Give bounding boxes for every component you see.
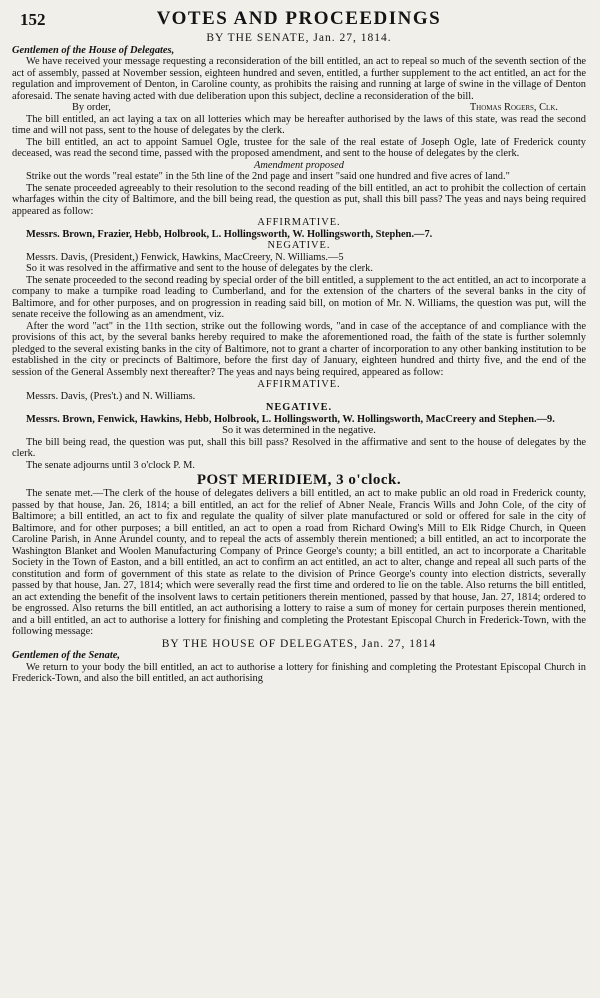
paragraph-strike-out: After the word "act" in the 11th section, strike out the following words, "and in case of the acceptance of and compliance with the provisions of this act, by the several banks hereby required to make the aforementioned road, the faith of the state is further solemnly pledged to the several existing banks in the city of Baltimore, not to grant a charter of incorporation to any other banking institution to be established in the city or precincts of Baltimore, before the first day of January, eighteen hundred and thirty five, and the end of the session of the General Assembly next thereafter? The yeas and nays being required, appeared as follow: <box>12 320 586 378</box>
vote2-affirmative: Messrs. Davis, (Pres't.) and N. Williams. <box>26 390 196 402</box>
vote1-affirmative: Messrs. Brown, Frazier, Hebb, Holbrook, L. Hollingsworth, W. Hollingsworth, Stephen.—7. <box>26 228 433 240</box>
running-head <box>12 6 586 32</box>
paragraph-adjourns: The senate adjourns until 3 o'clock P. M. <box>26 459 195 471</box>
paragraph-ogle-trustee: The bill entitled, an act to appoint Samuel Ogle, trustee for the sale of the real estate of Joseph Ogle, late of Frederick county deceased, was read the second time, passed with the proposed amendment, and sent to the house of delegates by the clerk. <box>12 136 586 159</box>
post-meridiem-heading: POST MERIDIEM, 3 o'clock. <box>196 472 402 488</box>
vote1-affirmative-label: AFFIRMATIVE. <box>257 217 341 228</box>
house-message-text: We return to your body the bill entitled, an act to authorise a lottery for finishing and completing the Protestant Episcopal Church in Frederick-Town, and also the bill entitled, an act authorising <box>12 661 586 684</box>
senate-message-salutation: Gentlemen of the House of Delegates, <box>12 44 175 56</box>
senate-message-text: We have received your message requesting a reconsideration of the bill entitled, an act to repeal so much of the seventh section of the act of assembly, passed at November session, eighteen hundred and seven, entitled, a further supplement to the act entitled, an act for the regulation and improvement of Denton, in Caroline county, as prohibits the raising and running at large of swine in the village of Denton aforesaid. The senate having acted with due deliberation upon this subject, decline a reconsideration of the bill. <box>12 56 586 102</box>
vote2-affirmative-label: AFFIRMATIVE. <box>257 379 341 390</box>
vote1-result: So it was resolved in the affirmative and sent to the house of delegates by the clerk. <box>26 263 373 274</box>
post-meridiem-text: The senate met.—The clerk of the house of delegates delivers a bill entitled, an act to make public an old road in Frederick county, passed by that house, Jan. 26, 1814; a bill entitled, an act for the relief of Abner Neale, Francis Wills and John Cole, of the city of Baltimore; a bill entitled, an act to fix and regulate the quality of silver plate manufactured or sold or offered for sale in the city of Baltimore, and for other purposes; a bill entitled, an act to open a road from Richard Owing's Mill to Elk Ridge Church, in Queen Caroline Parish, in Anne Arundel county, and to repeal the acts of assembly therein mentioned; a bill entitled, an act to incorporate the Washington Blanket and Woolen Manufacturing Company of Prince George's county; a bill entitled, an act to incorporate a Charitable Society in the Town of Easton, and a bill entitled, an act to confirm an act entitled, an act to alter, change and repeal all such parts of the constitution and form of government of this state as relate to the division of Prince George's county into election districts, severally passed by that house, Jan. 27, 1814; which were severally read the first time and ordered to lie on the table. Also returns the bill entitled, an act extending the benefit of the insolvent laws to certain petitioners therein mentioned, passed by that house, Jan. 27, 1814; ordered to be engrossed. Also returns the bill entitled, an act authorising a lottery to raise a sum of money for certain purposes therein mentioned, and a bill entitled, an act to authorise a lottery for finishing and completing the Protestant Episcopal Church in Frederick-Town, with the following message: <box>12 488 586 637</box>
house-message-salutation: Gentlemen of the Senate, <box>12 650 120 661</box>
paragraph-wharfages: The senate proceeded agreeably to their resolution to the second reading of the bill entitled, an act to prohibit the collection of certain wharfages within the city of Baltimore, and the bill being read, the question as put, shall this bill pass? The yeas and nays being required appeared as follow: <box>12 182 586 217</box>
vote2-result: So it was determined in the negative. <box>222 425 376 436</box>
vote1-negative: Messrs. Davis, (President,) Fenwick, Hawkins, MacCreery, N. Williams.—5 <box>26 251 344 263</box>
clerk-signature: Thomas Rogers, Clk. <box>469 102 558 113</box>
vote1-negative-label: NEGATIVE. <box>267 240 331 251</box>
page-number: 152 <box>20 10 46 29</box>
by-order: By order, <box>72 102 111 113</box>
page-body <box>12 33 586 685</box>
vote2-negative-label: NEGATIVE. <box>265 402 333 413</box>
running-title: VOTES AND PROCEEDINGS <box>156 8 442 29</box>
house-message-heading: BY THE HOUSE OF DELEGATES, Jan. 27, 1814 <box>161 637 437 650</box>
paragraph-bill-passed: The bill being read, the question was put, shall this bill pass? Resolved in the affirmative and sent to the house of delegates by the clerk. <box>12 436 586 459</box>
paragraph-lottery-tax: The bill entitled, an act laying a tax on all lotteries which may be hereafter authorised by the laws of this state, was read the second time and will not pass, sent to the house of delegates by the clerk. <box>12 113 586 136</box>
paragraph-turnpike: The senate proceeded to the second reading by special order of the bill entitled, a supplement to the act entitled, an act to incorporate a company to make a turnpike road leading to Cumberland, and for the extension of the charters of the several banks in the city of Baltimore, and for other purposes, and on progression in reading said bill, on motion of Mr. N. Williams, the question was put, will the senate receive the following as an amendment, viz. <box>12 274 586 320</box>
senate-message-heading: BY THE SENATE, Jan. 27, 1814. <box>206 32 392 44</box>
vote2-negative: Messrs. Brown, Fenwick, Hawkins, Hebb, Holbrook, L. Hollingsworth, W. Hollingsworth, MacCreery and Stephen.—9. <box>26 413 555 425</box>
amendment-heading: Amendment proposed <box>254 159 344 171</box>
signature-line <box>12 102 586 114</box>
paragraph-amendment: Strike out the words "real estate" in the 5th line of the 2nd page and insert "said one hundred and five acres of land." <box>26 171 510 182</box>
